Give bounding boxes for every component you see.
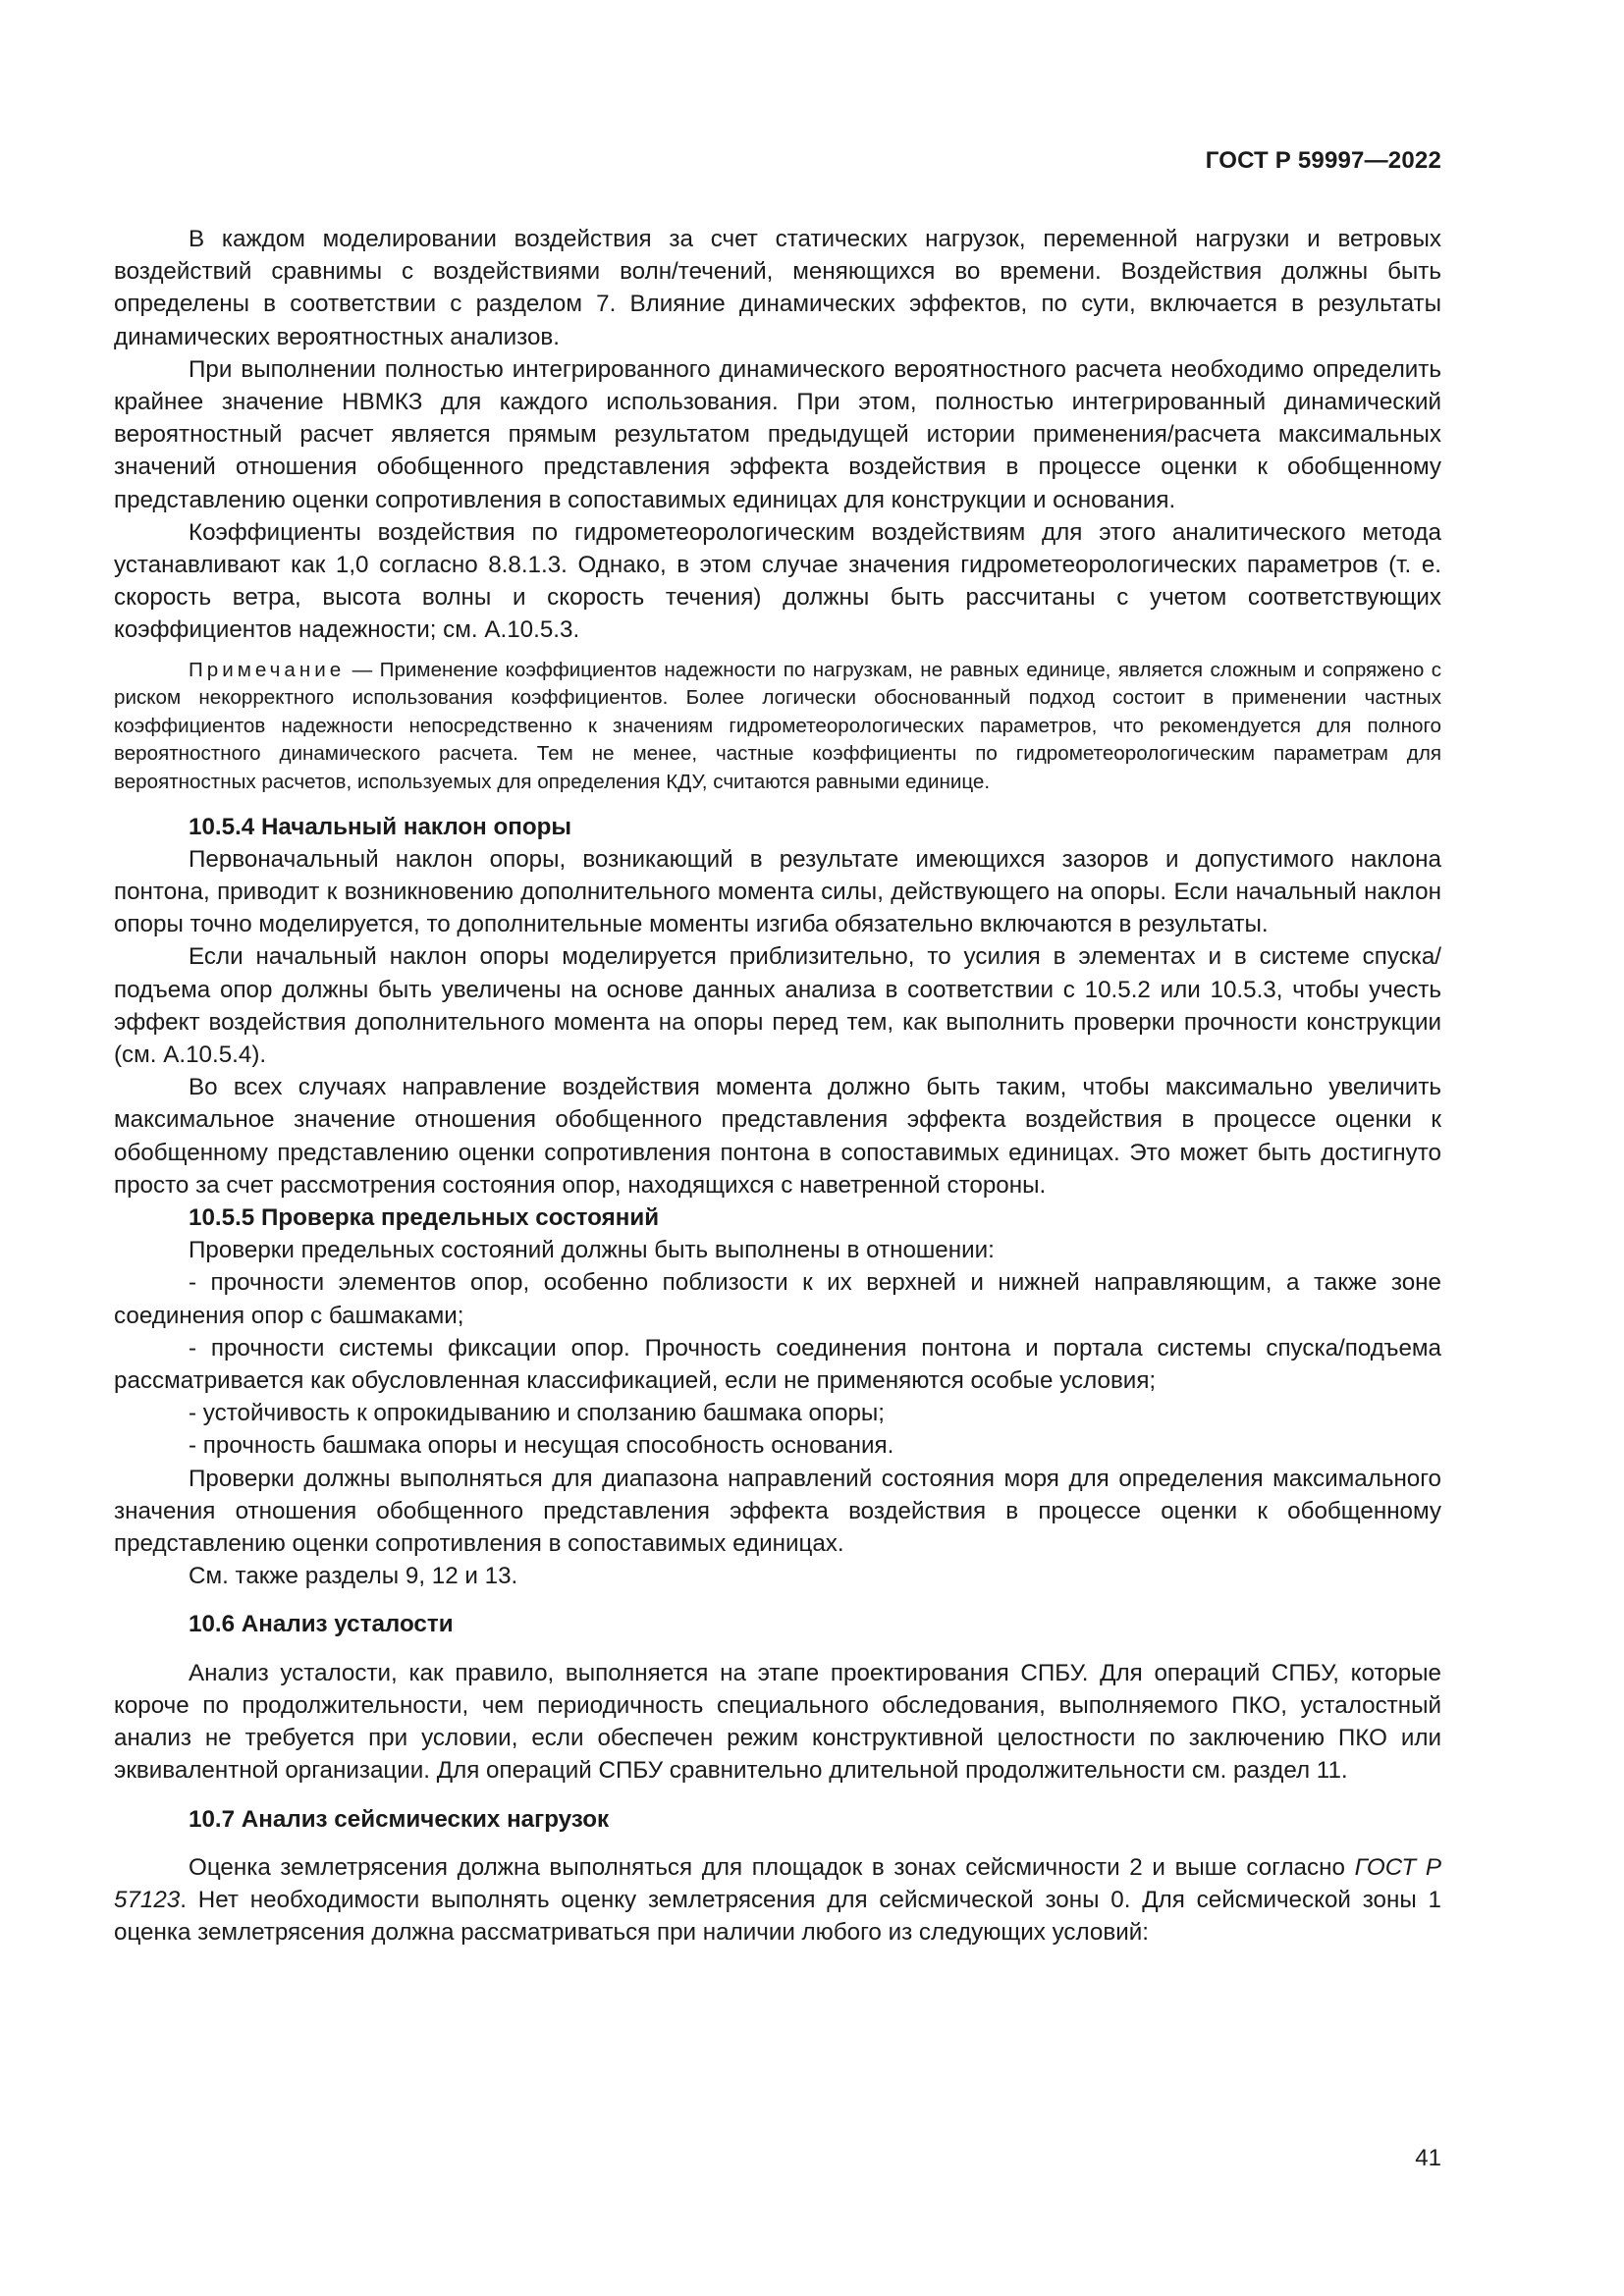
list-item: - прочности системы фиксации опор. Прочность соединения понтона и портала системы спуска/подъема рассматривается как обусловленная классификацией, если не применяются особые условия; — [114, 1334, 1441, 1395]
section-heading-10-5-5: 10.5.5 Проверка предельных состояний — [189, 1204, 660, 1232]
paragraph: Если начальный наклон опоры моделируется приблизительно, то усилия в элементах и в системе спуска/подъема опор должны быть увеличены на основе данных анализа в соответствии с 10.5.2 или 10.5.3, чтобы учесть эффект воздействия дополнительного момента на опоры перед тем, как выполнить проверки прочности конструкции (см. А.10.5.4). — [114, 943, 1441, 1069]
list-item: - прочность башмака опоры и несущая способность основания. — [189, 1432, 894, 1460]
paragraph-text: Оценка землетрясения должна выполняться для площадок в зонах сейсмичности 2 и выше согласно — [189, 1853, 1355, 1881]
paragraph: При выполнении полностью интегрированного динамического вероятностного расчета необходимо определить крайнее значение НВМКЗ для каждого использования. При этом, полностью интегрированный динамический вероятностный расчет является прямым результатом предыдущей истории применения/расчета максимальных значений отношения обобщенного представления эффекта воздействия в процессе оценки к обобщенному представлению оценки сопротивления в сопоставимых единицах для конструкции и основания. — [114, 355, 1441, 513]
paragraph: См. также разделы 9, 12 и 13. — [189, 1563, 518, 1590]
list-item: - прочности элементов опор, особенно поблизости к их верхней и нижней направляющим, а также зоне соединения опор с башмаками; — [114, 1269, 1441, 1329]
paragraph: Во всех случаях направление воздействия момента должно быть таким, чтобы максимально увеличить максимальное значение отношения обобщенного представления эффекта воздействия в процессе оценки к обобщенному представлению оценки сопротивления понтона в сопоставимых единицах. Это может быть достигнуто просто за счет рассмотрения состояния опор, находящихся с наветренной стороны. — [114, 1074, 1441, 1199]
paragraph — [114, 1851, 1441, 1949]
document-body — [114, 223, 1441, 1949]
paragraph: Анализ усталости, как правило, выполняется на этапе проектирования СПБУ. Для операций СПБУ, которые короче по продолжительности, чем периодичность специального обследования, выполняемого ПКО, усталостный анализ не требуется при условии, если обеспечен режим конструктивной целостности по заключению ПКО или эквивалентной организации. Для операций СПБУ сравнительно длительной продолжительности см. раздел 11. — [114, 1659, 1441, 1785]
section-heading-10-5-4: 10.5.4 Начальный наклон опоры — [189, 813, 572, 840]
paragraph: Проверки должны выполняться для диапазона направлений состояния моря для определения максимального значения отношения обобщенного представления эффекта воздействия в процессе оценки к обобщенному представлению оценки сопротивления в сопоставимых единицах. — [114, 1465, 1441, 1558]
note-block — [114, 657, 1441, 797]
standard-reference: ГОСТ Р 57123 — [114, 1853, 1441, 1913]
section-heading-10-6: 10.6 Анализ усталости — [189, 1611, 454, 1638]
paragraph: Коэффициенты воздействия по гидрометеорологическим воздействиям для этого аналитического метода устанавливают как 1,0 согласно 8.8.1.3. Однако, в этом случае значения гидрометеорологических параметров (т. е. скорость ветра, высота волны и скорость течения) должны быть рассчитаны с учетом соответствующих коэффициентов надежности; см. А.10.5.3. — [114, 518, 1441, 644]
section-heading-10-7: 10.7 Анализ сейсмических нагрузок — [189, 1805, 610, 1833]
page-number: 41 — [1415, 2145, 1441, 2171]
paragraph-text: . Нет необходимости выполнять оценку землетрясения для сейсмической зоны 0. Для сейсмической зоны 1 оценка землетрясения должна рассматриваться при наличии любого из следующих условий: — [114, 1886, 1441, 1947]
paragraph: В каждом моделировании воздействия за счет статических нагрузок, переменной нагрузки и ветровых воздействий сравнимы с воздействиями волн/течений, меняющихся во времени. Воздействия должны быть определены в соответствии с разделом 7. Влияние динамических эффектов, по сути, включается в результаты динамических вероятностных анализов. — [114, 226, 1441, 350]
list-item: - устойчивость к опрокидыванию и сползанию башмака опоры; — [189, 1400, 886, 1427]
document-code-header: ГОСТ Р 59997—2022 — [1205, 147, 1441, 174]
paragraph: Первоначальный наклон опоры, возникающий в результате имеющихся зазоров и допустимого наклона понтона, приводит к возникновению дополнительного момента силы, действующего на опоры. Если начальный наклон опоры точно моделируется, то дополнительные моменты изгиба обязательно включаются в результаты. — [114, 845, 1441, 938]
note-text: — Применение коэффициентов надежности по нагрузкам, не равных единице, является сложным и сопряжено с риском некорректного использования коэффициентов. Более логически обоснованный подход состоит в применении частных коэффициентов надежности непосредственно к значениям гидрометеорологических параметров, что рекомендуется для полного вероятностного динамического расчета. Тем не менее, частные коэффициенты по гидрометеорологическим параметрам для вероятностных расчетов, используемых для определения КДУ, считаются равными единице. — [114, 658, 1441, 794]
paragraph: Проверки предельных состояний должны быть выполнены в отношении: — [189, 1237, 995, 1264]
note-label: Примечание — [189, 658, 346, 681]
